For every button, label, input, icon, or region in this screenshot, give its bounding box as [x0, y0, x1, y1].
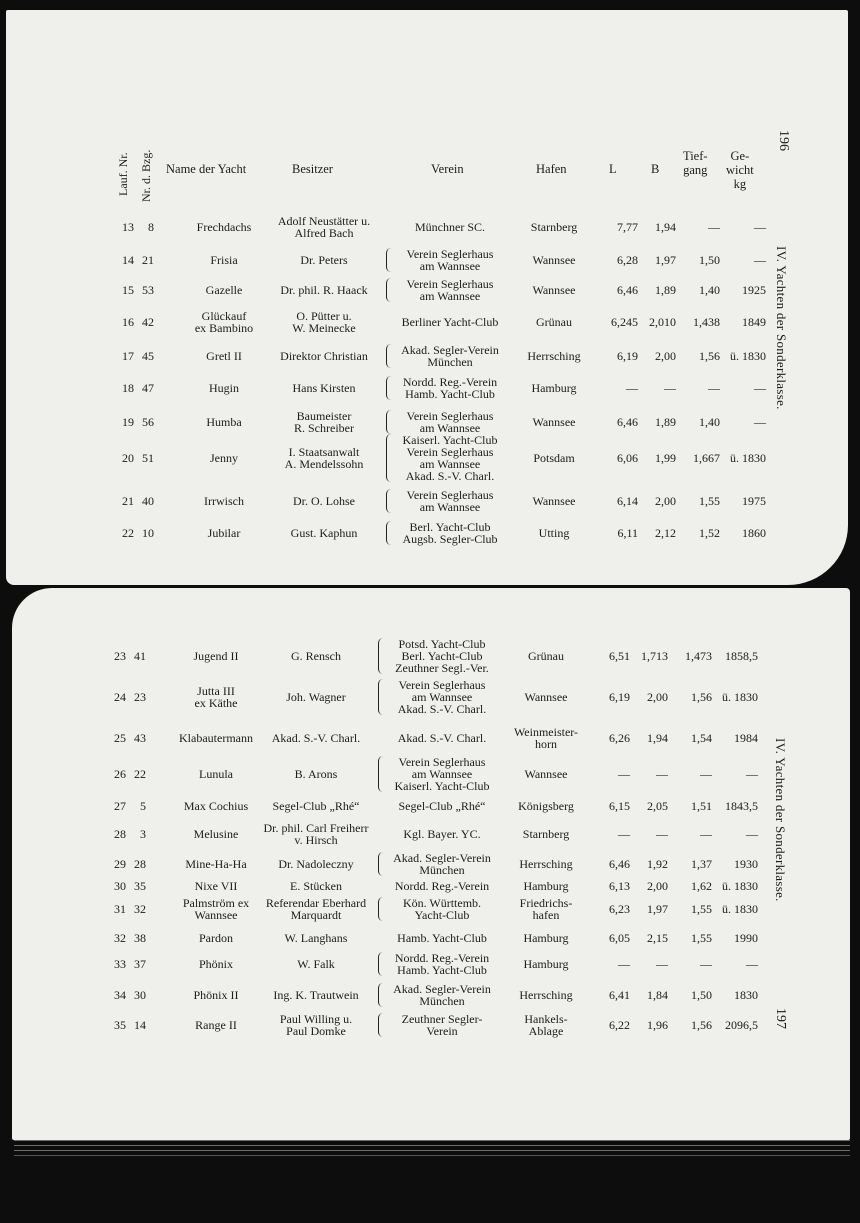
cell-b: 2,15 [647, 931, 668, 945]
cell-gew: 1925 [742, 283, 766, 297]
cell-nr: 23 [134, 690, 146, 704]
cell-name: Hugin [209, 381, 239, 395]
cell-gew: 1843,5 [725, 799, 758, 813]
cell-besitzer: E. Stücken [290, 879, 342, 893]
cell-b: — [656, 827, 668, 841]
cell-name: Jenny [210, 451, 238, 465]
brace [386, 248, 391, 272]
cell-nr: 42 [142, 315, 154, 329]
cell-b: 1,92 [647, 857, 668, 871]
cell-tief: 1,56 [691, 1018, 712, 1032]
cell-l: 6,28 [617, 253, 638, 267]
cell-b: — [664, 381, 676, 395]
cell-gew: ü. 1830 [722, 902, 758, 916]
cell-lauf: 21 [122, 494, 134, 508]
cell-gew: — [746, 827, 758, 841]
cell-l: 6,23 [609, 902, 630, 916]
cell-name: Jugend II [193, 649, 239, 663]
cell-verein: Verein Seglerhaus am Wannsee [406, 488, 494, 514]
cell-gew: ü. 1830 [722, 879, 758, 893]
cell-b: 2,00 [655, 494, 676, 508]
cell-b: 1,713 [641, 649, 668, 663]
header-lauf-nr: Lauf. Nr. [116, 152, 130, 196]
cell-gew: — [754, 253, 766, 267]
cell-gew: ü. 1830 [730, 451, 766, 465]
cell-verein: Nordd. Reg.-Verein [394, 879, 490, 893]
cell-b: 1,89 [655, 415, 676, 429]
cell-gew: — [746, 767, 758, 781]
cell-name: Frechdachs [196, 220, 252, 234]
cell-name: Humba [206, 415, 242, 429]
header-l: L [609, 162, 617, 176]
running-head-top: IV. Yachten der Sonderklasse. [774, 246, 789, 410]
cell-hafen: Herrsching [527, 349, 581, 363]
cell-besitzer: Joh. Wagner [286, 690, 346, 704]
cell-l: 6,05 [609, 931, 630, 945]
cell-besitzer: Ing. K. Trautwein [273, 988, 359, 1002]
cell-l: 6,46 [609, 857, 630, 871]
page-number-197: 197 [773, 1008, 788, 1029]
cell-lauf: 24 [114, 690, 126, 704]
cell-hafen: Wannsee [532, 415, 576, 429]
cell-name: Range II [195, 1018, 237, 1032]
cell-l: — [618, 767, 630, 781]
cell-besitzer: Adolf Neustätter u. Alfred Bach [277, 214, 371, 240]
cell-hafen: Herrsching [519, 857, 573, 871]
cell-tief: 1,37 [691, 857, 712, 871]
cell-hafen: Grünau [536, 315, 572, 329]
header-hafen: Hafen [536, 162, 567, 176]
cell-tief: 1,55 [699, 494, 720, 508]
cell-lauf: 27 [114, 799, 126, 813]
cell-l: 6,19 [609, 690, 630, 704]
cell-verein: Münchner SC. [415, 220, 485, 234]
cell-l: 6,46 [617, 415, 638, 429]
cell-lauf: 32 [114, 931, 126, 945]
header-besitzer: Besitzer [292, 162, 333, 176]
cell-nr: 28 [134, 857, 146, 871]
header-gewicht: Ge- wicht kg [726, 149, 754, 191]
brace [378, 1013, 383, 1037]
cell-gew: 1990 [734, 931, 758, 945]
cell-tief: 1,52 [699, 526, 720, 540]
cell-nr: 51 [142, 451, 154, 465]
cell-verein: Verein Seglerhaus am Wannsee [406, 277, 494, 303]
cell-l: 7,77 [617, 220, 638, 234]
cell-gew: 1984 [734, 731, 758, 745]
cell-l: 6,245 [611, 315, 638, 329]
cell-besitzer: I. Staatsanwalt A. Mendelssohn [284, 445, 364, 471]
cell-hafen: Wannsee [532, 283, 576, 297]
cell-gew: 1830 [734, 988, 758, 1002]
cell-tief: 1,56 [699, 349, 720, 363]
page-edge [14, 1140, 850, 1141]
cell-tief: 1,55 [691, 902, 712, 916]
cell-besitzer: Dr. phil. R. Haack [280, 283, 368, 297]
cell-name: Pardon [199, 931, 233, 945]
cell-gew: — [754, 381, 766, 395]
cell-lauf: 22 [122, 526, 134, 540]
cell-tief: 1,40 [699, 283, 720, 297]
cell-besitzer: Segel-Club „Rhé“ [272, 799, 360, 813]
cell-hafen: Hamburg [523, 957, 569, 971]
cell-nr: 8 [148, 220, 154, 234]
cell-nr: 35 [134, 879, 146, 893]
cell-tief: 1,54 [691, 731, 712, 745]
cell-besitzer: Dr. O. Lohse [293, 494, 355, 508]
cell-tief: — [708, 220, 720, 234]
cell-name: Max Cochius [183, 799, 249, 813]
cell-b: 1,94 [655, 220, 676, 234]
cell-lauf: 18 [122, 381, 134, 395]
cell-l: 6,41 [609, 988, 630, 1002]
cell-lauf: 20 [122, 451, 134, 465]
cell-verein: Verein Seglerhaus am Wannsee Kaiserl. Yacht-Club [394, 755, 490, 793]
cell-besitzer: B. Arons [294, 767, 338, 781]
cell-l: 6,13 [609, 879, 630, 893]
cell-lauf: 33 [114, 957, 126, 971]
cell-b: 1,94 [647, 731, 668, 745]
cell-b: 2,00 [647, 879, 668, 893]
cell-name: Glückauf ex Bambino [194, 309, 254, 335]
cell-lauf: 19 [122, 415, 134, 429]
cell-b: 1,97 [655, 253, 676, 267]
cell-besitzer: W. Falk [297, 957, 335, 971]
brace [386, 278, 391, 302]
cell-lauf: 14 [122, 253, 134, 267]
cell-b: 2,010 [649, 315, 676, 329]
brace [378, 756, 383, 792]
cell-verein: Verein Seglerhaus am Wannsee Akad. S.-V. Charl. [397, 678, 487, 716]
cell-name: Palmström ex Wannsee [182, 896, 250, 922]
cell-name: Mine-Ha-Ha [185, 857, 247, 871]
header-b: B [651, 162, 660, 176]
cell-hafen: Wannsee [524, 767, 568, 781]
cell-b: 1,97 [647, 902, 668, 916]
page-edge [14, 1150, 850, 1151]
cell-verein: Hamb. Yacht-Club [397, 931, 487, 945]
cell-name: Lunula [199, 767, 233, 781]
page-196 [6, 10, 848, 585]
cell-hafen: Weinmeister- horn [513, 725, 579, 751]
brace [378, 952, 383, 976]
page-edge [14, 1155, 850, 1156]
cell-b: 1,84 [647, 988, 668, 1002]
cell-hafen: Wannsee [524, 690, 568, 704]
cell-lauf: 30 [114, 879, 126, 893]
header-tiefgang: Tief- gang [683, 149, 708, 177]
cell-b: — [656, 957, 668, 971]
cell-l: 6,15 [609, 799, 630, 813]
cell-besitzer: G. Rensch [291, 649, 341, 663]
cell-nr: 30 [134, 988, 146, 1002]
cell-nr: 14 [134, 1018, 146, 1032]
cell-l: 6,11 [617, 526, 638, 540]
cell-b: 2,00 [655, 349, 676, 363]
cell-nr: 37 [134, 957, 146, 971]
cell-verein: Akad. Segler-Verein München [393, 851, 491, 877]
cell-l: — [626, 381, 638, 395]
brace [386, 344, 391, 368]
cell-lauf: 23 [114, 649, 126, 663]
cell-b: 2,12 [655, 526, 676, 540]
brace [378, 679, 383, 715]
cell-hafen: Hankels- Ablage [524, 1012, 568, 1038]
header-nr-bzg: Nr. d. Bzg. [139, 149, 153, 202]
cell-tief: — [700, 827, 712, 841]
cell-name: Irrwisch [204, 494, 244, 508]
cell-name: Jutta III ex Käthe [194, 684, 238, 710]
cell-lauf: 16 [122, 315, 134, 329]
page-edge [14, 1145, 850, 1146]
header-verein: Verein [431, 162, 464, 176]
cell-lauf: 26 [114, 767, 126, 781]
cell-besitzer: Gust. Kaphun [290, 526, 358, 540]
cell-hafen: Wannsee [532, 494, 576, 508]
cell-hafen: Utting [538, 526, 570, 540]
cell-name: Phönix [198, 957, 233, 971]
cell-hafen: Wannsee [532, 253, 576, 267]
cell-l: 6,51 [609, 649, 630, 663]
cell-nr: 10 [142, 526, 154, 540]
cell-b: 1,99 [655, 451, 676, 465]
cell-hafen: Hamburg [531, 381, 577, 395]
brace [386, 434, 391, 482]
cell-l: 6,06 [617, 451, 638, 465]
cell-besitzer: W. Langhans [284, 931, 348, 945]
cell-verein: Potsd. Yacht-Club Berl. Yacht-Club Zeuthner Segl.-Ver. [395, 637, 489, 675]
cell-lauf: 31 [114, 902, 126, 916]
cell-verein: Kön. Württemb. Yacht-Club [402, 896, 482, 922]
cell-nr: 56 [142, 415, 154, 429]
cell-lauf: 17 [122, 349, 134, 363]
cell-verein: Verein Seglerhaus am Wannsee [406, 247, 494, 273]
cell-nr: 45 [142, 349, 154, 363]
cell-lauf: 29 [114, 857, 126, 871]
cell-hafen: Starnberg [530, 220, 578, 234]
cell-tief: 1,56 [691, 690, 712, 704]
cell-besitzer: Dr. phil. Carl Freiherr v. Hirsch [263, 821, 369, 847]
cell-hafen: Friedrichs- hafen [519, 896, 573, 922]
cell-verein: Kaiserl. Yacht-Club Verein Seglerhaus am Wannsee Akad. S.-V. Charl. [402, 433, 498, 483]
cell-verein: Segel-Club „Rhé“ [398, 799, 486, 813]
cell-gew: 1858,5 [725, 649, 758, 663]
cell-nr: 47 [142, 381, 154, 395]
brace [386, 521, 391, 545]
cell-besitzer: Baumeister R. Schreiber [294, 409, 354, 435]
cell-gew: 1860 [742, 526, 766, 540]
cell-verein: Zeuthner Segler- Verein [401, 1012, 483, 1038]
cell-nr: 40 [142, 494, 154, 508]
cell-tief: 1,51 [691, 799, 712, 813]
cell-verein: Verein Seglerhaus am Wannsee [406, 409, 494, 435]
cell-nr: 5 [140, 799, 146, 813]
cell-lauf: 15 [122, 283, 134, 297]
cell-gew: — [754, 415, 766, 429]
cell-hafen: Grünau [528, 649, 564, 663]
cell-l: 6,19 [617, 349, 638, 363]
cell-lauf: 13 [122, 220, 134, 234]
cell-besitzer: Dr. Peters [300, 253, 348, 267]
cell-gew: ü. 1830 [730, 349, 766, 363]
cell-lauf: 34 [114, 988, 126, 1002]
brace [386, 376, 391, 400]
cell-tief: 1,438 [693, 315, 720, 329]
cell-nr: 38 [134, 931, 146, 945]
brace [378, 852, 383, 876]
cell-name: Jubilar [207, 526, 241, 540]
cell-gew: ü. 1830 [722, 690, 758, 704]
header-name: Name der Yacht [166, 162, 247, 176]
brace [378, 638, 383, 674]
cell-tief: 1,40 [699, 415, 720, 429]
cell-gew: — [746, 957, 758, 971]
cell-b: 2,00 [647, 690, 668, 704]
cell-l: — [618, 827, 630, 841]
cell-gew: 2096,5 [725, 1018, 758, 1032]
cell-gew: — [754, 220, 766, 234]
cell-tief: 1,62 [691, 879, 712, 893]
cell-l: 6,14 [617, 494, 638, 508]
cell-verein: Akad. Segler-Verein München [393, 982, 491, 1008]
cell-gew: 1849 [742, 315, 766, 329]
brace [378, 983, 383, 1007]
cell-besitzer: O. Pütter u. W. Meinecke [292, 309, 356, 335]
cell-nr: 43 [134, 731, 146, 745]
cell-gew: 1975 [742, 494, 766, 508]
cell-b: — [656, 767, 668, 781]
running-head-bottom: IV. Yachten der Sonderklasse. [773, 738, 788, 902]
cell-lauf: 28 [114, 827, 126, 841]
cell-name: Gretl II [206, 349, 242, 363]
cell-besitzer: Direktor Christian [280, 349, 368, 363]
cell-hafen: Königsberg [518, 799, 574, 813]
cell-name: Phönix II [193, 988, 239, 1002]
cell-l: — [618, 957, 630, 971]
page-197 [12, 588, 850, 1140]
cell-besitzer: Akad. S.-V. Charl. [271, 731, 361, 745]
cell-tief: — [708, 381, 720, 395]
cell-verein: Berliner Yacht-Club [401, 315, 499, 329]
cell-tief: — [700, 767, 712, 781]
cell-gew: 1930 [734, 857, 758, 871]
cell-verein: Akad. Segler-Verein München [401, 343, 499, 369]
cell-name: Nixe VII [194, 879, 238, 893]
cell-hafen: Starnberg [522, 827, 570, 841]
cell-verein: Nordd. Reg.-Verein Hamb. Yacht-Club [402, 375, 498, 401]
cell-nr: 3 [140, 827, 146, 841]
page-number-196: 196 [776, 130, 791, 151]
cell-nr: 22 [134, 767, 146, 781]
brace [386, 410, 391, 434]
cell-tief: 1,50 [699, 253, 720, 267]
cell-nr: 21 [142, 253, 154, 267]
cell-besitzer: Dr. Nadoleczny [278, 857, 354, 871]
cell-b: 1,89 [655, 283, 676, 297]
cell-tief: 1,473 [685, 649, 712, 663]
cell-b: 2,05 [647, 799, 668, 813]
cell-name: Klabautermann [179, 731, 253, 745]
cell-nr: 53 [142, 283, 154, 297]
cell-besitzer: Paul Willing u. Paul Domke [279, 1012, 353, 1038]
cell-tief: — [700, 957, 712, 971]
cell-nr: 41 [134, 649, 146, 663]
cell-verein: Nordd. Reg.-Verein Hamb. Yacht-Club [394, 951, 490, 977]
cell-hafen: Potsdam [533, 451, 575, 465]
cell-name: Melusine [193, 827, 239, 841]
cell-hafen: Herrsching [519, 988, 573, 1002]
brace [378, 897, 383, 921]
cell-l: 6,26 [609, 731, 630, 745]
cell-verein: Kgl. Bayer. YC. [403, 827, 481, 841]
cell-verein: Akad. S.-V. Charl. [397, 731, 487, 745]
cell-lauf: 25 [114, 731, 126, 745]
cell-tief: 1,55 [691, 931, 712, 945]
cell-verein: Berl. Yacht-Club Augsb. Segler-Club [402, 520, 498, 546]
brace [386, 489, 391, 513]
cell-besitzer: Hans Kirsten [292, 381, 356, 395]
cell-hafen: Hamburg [523, 879, 569, 893]
cell-name: Frisia [210, 253, 238, 267]
cell-tief: 1,667 [693, 451, 720, 465]
cell-lauf: 35 [114, 1018, 126, 1032]
cell-l: 6,22 [609, 1018, 630, 1032]
cell-nr: 32 [134, 902, 146, 916]
cell-l: 6,46 [617, 283, 638, 297]
cell-b: 1,96 [647, 1018, 668, 1032]
cell-tief: 1,50 [691, 988, 712, 1002]
cell-name: Gazelle [205, 283, 243, 297]
cell-besitzer: Referendar Eberhard Marquardt [265, 896, 367, 922]
cell-hafen: Hamburg [523, 931, 569, 945]
